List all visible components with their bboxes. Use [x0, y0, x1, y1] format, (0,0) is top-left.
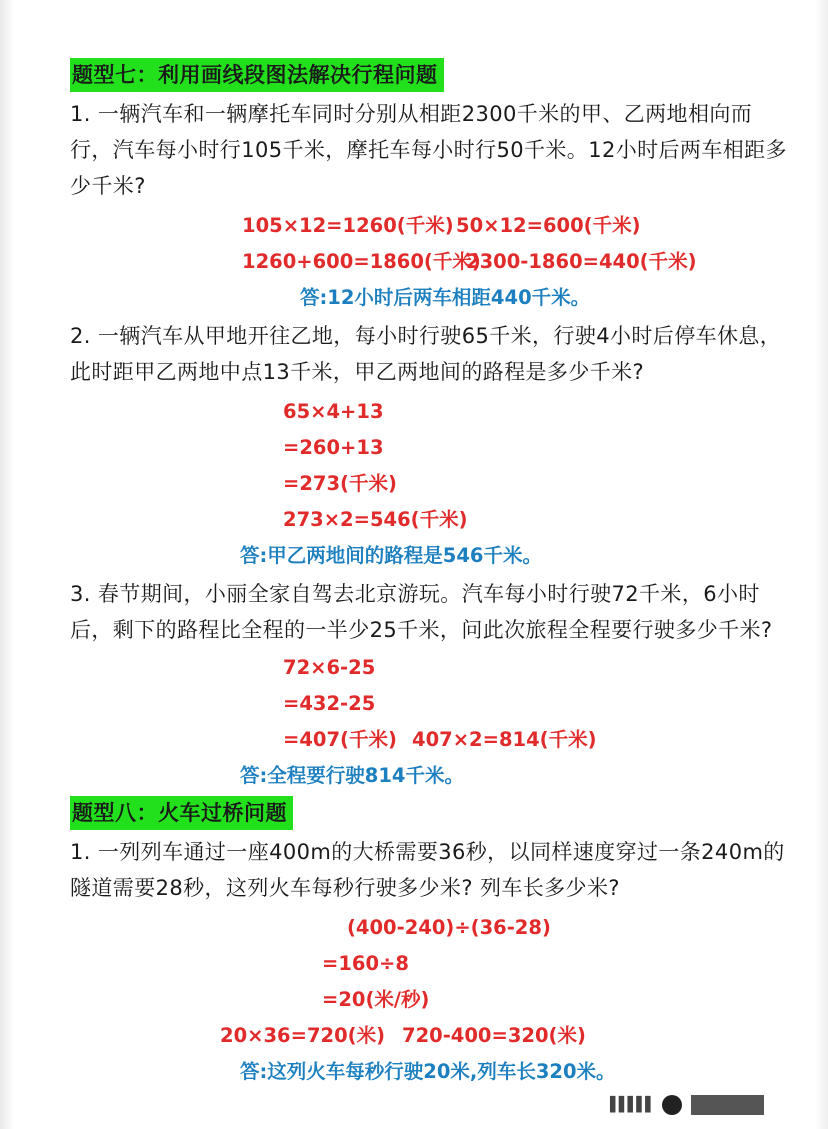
work-step: 20×36=720(米)	[220, 1024, 385, 1047]
question-text: 2. 一辆汽车从甲地开往乙地，每小时行驶65千米，行驶4小时后停车休息，此时距甲乙两地中点13千米，甲乙两地间的路程是多少千米?	[70, 324, 782, 384]
work-line	[70, 1018, 790, 1054]
answer-line	[70, 1054, 790, 1090]
section-7	[70, 58, 790, 794]
work-step: 65×4+13	[283, 400, 384, 423]
section-8	[70, 796, 790, 1090]
work-line	[70, 244, 790, 280]
work-line	[70, 982, 790, 1018]
work-line	[70, 946, 790, 982]
watermark-logo-icon	[662, 1095, 682, 1115]
work-line	[70, 686, 790, 722]
question-text: 1. 一辆汽车和一辆摩托车同时分别从相距2300千米的甲、乙两地相向而行，汽车每小时行105千米，摩托车每小时行50千米。12小时后两车相距多少千米?	[70, 102, 787, 198]
work-step: =260+13	[283, 436, 384, 459]
work-step: 1260+600=1860(千米)	[242, 250, 481, 273]
page-shadow-left	[0, 0, 14, 1129]
work-line	[70, 466, 790, 502]
question-text: 1. 一列列车通过一座400m的大桥需要36秒，以同样速度穿过一条240m的隧道需要28秒，这列火车每秒行驶多少米? 列车长多少米?	[70, 840, 785, 900]
work-step: (400-240)÷(36-28)	[347, 916, 551, 939]
worksheet	[70, 58, 790, 1090]
answer-text: 答:甲乙两地间的路程是546千米。	[240, 544, 543, 567]
work-step: 105×12=1260(千米)	[242, 214, 454, 237]
work-line	[70, 502, 790, 538]
work-step: =273(千米)	[283, 472, 397, 495]
answer-line	[70, 280, 790, 316]
work-step: =432-25	[283, 692, 376, 715]
section-heading: 题型八：火车过桥问题	[70, 796, 293, 830]
answer-text: 答:这列火车每秒行驶20米,列车长320米。	[240, 1060, 616, 1083]
work-step: 50×12=600(千米)	[456, 214, 641, 237]
section-heading: 题型七：利用画线段图法解决行程问题	[70, 58, 444, 92]
work-line	[70, 208, 790, 244]
answer-line	[70, 758, 790, 794]
answer-text: 答:12小时后两车相距440千米。	[300, 286, 591, 309]
page-shadow-right	[816, 0, 828, 1129]
question-text: 3. 春节期间，小丽全家自驾去北京游玩。汽车每小时行驶72千米，6小时后，剩下的路程比全程的一半少25千米，问此次旅程全程要行驶多少千米?	[70, 582, 773, 642]
work-step: =160÷8	[322, 952, 409, 975]
work-line	[70, 430, 790, 466]
work-step: =20(米/秒)	[322, 988, 430, 1011]
work-line	[70, 722, 790, 758]
work-line	[70, 394, 790, 430]
watermark	[610, 1090, 810, 1120]
work-step: =407(千米)	[283, 728, 397, 751]
work-step: 407×2=814(千米)	[412, 728, 597, 751]
work-step: 2300-1860=440(千米)	[466, 250, 697, 273]
work-line	[70, 910, 790, 946]
watermark-blurred-text	[691, 1095, 764, 1115]
work-line	[70, 650, 790, 686]
work-step: 720-400=320(米)	[402, 1024, 586, 1047]
work-step: 273×2=546(千米)	[283, 508, 468, 531]
answer-text: 答:全程要行驶814千米。	[240, 764, 465, 787]
watermark-bars-icon: ▌▌▌▌▌	[610, 1097, 654, 1113]
work-step: 72×6-25	[283, 656, 376, 679]
answer-line	[70, 538, 790, 574]
